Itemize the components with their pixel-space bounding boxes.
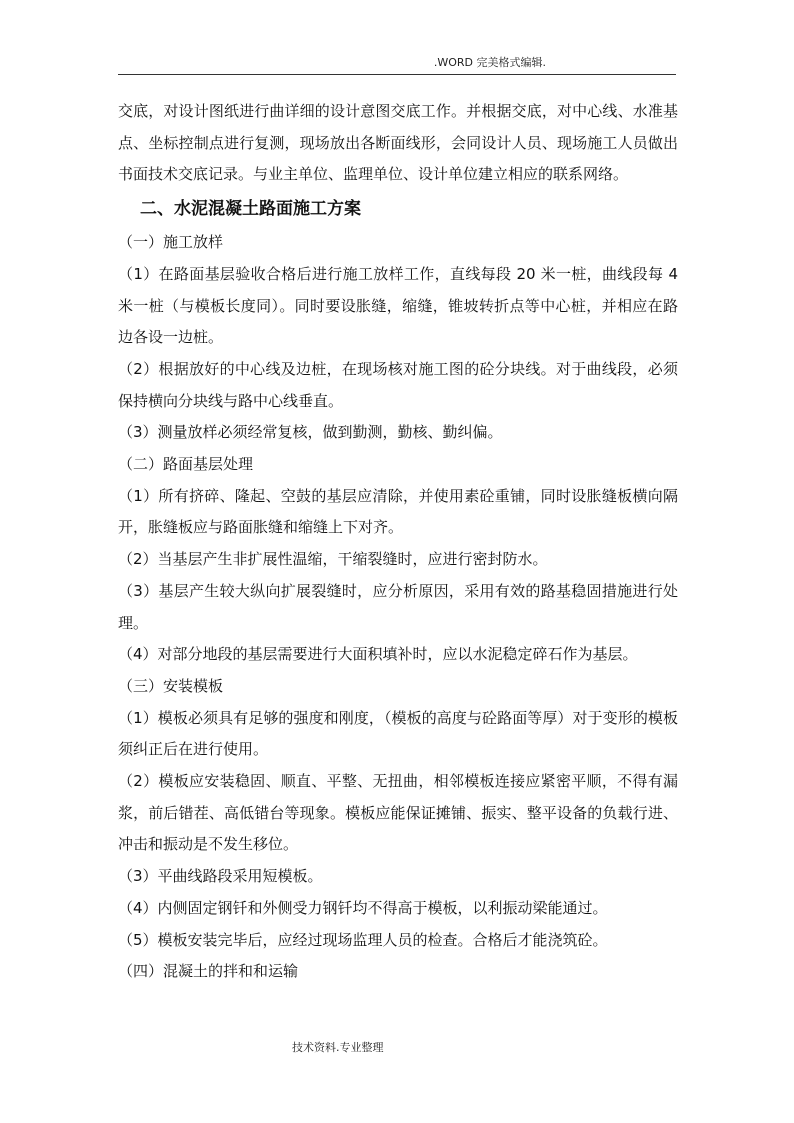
page-footer: 技术资料.专业整理 [292, 1041, 384, 1054]
document-body [118, 96, 678, 988]
section-heading: 二、水泥混凝土路面施工方案 [140, 199, 361, 220]
paragraph-1-2: （2）根据放好的中心线及边桩，在现场核对施工图的砼分块线。对于曲线段，必须保持横向分块线与路中心线垂直。 [118, 359, 678, 410]
subsection-title-3: （三）安装模板 [118, 676, 224, 695]
intro-paragraph: 交底，对设计图纸进行曲详细的设计意图交底工作。并根据交底，对中心线、水准基点、坐标控制点进行复测，现场放出各断面线形，会同设计人员、现场施工人员做出书面技术交底记录。与业主单位、监理单位、设计单位建立相应的联系网络。 [118, 102, 678, 184]
paragraph-1-1: （1）在路面基层验收合格后进行施工放样工作，直线每段 20 米一桩，曲线段每 4 米一桩（与模板长度同）。同时要设胀缝，缩缝，锥坡转折点等中心桩，并相应在路边各设一边桩。 [118, 264, 678, 347]
page-header [118, 56, 676, 75]
subsection-title-4: （四）混凝土的拌和和运输 [118, 962, 299, 981]
paragraph-3-5: （5）模板安装完毕后，应经过现场监理人员的检查。合格后才能浇筑砼。 [118, 930, 608, 949]
paragraph-3-2: （2）模板应安装稳固、顺直、平整、无扭曲，相邻模板连接应紧密平顺，不得有漏浆，前后错茬、高低错台等现象。模板应能保证摊铺、振实、整平设备的负载行进、冲击和振动是不发生移位。 [118, 772, 678, 854]
paragraph-2-3: （3）基层产生较大纵向扩展裂缝时，应分析原因，采用有效的路基稳固措施进行处理。 [118, 581, 678, 632]
paragraph-2-1: （1）所有挤碎、隆起、空鼓的基层应清除，并使用素砼重铺，同时设胀缝板横向隔开，胀缝板应与路面胀缝和缩缝上下对齐。 [118, 486, 678, 537]
paragraph-1-3: （3）测量放样必须经常复核，做到勤测，勤核、勤纠偏。 [118, 423, 503, 442]
paragraph-2-4: （4）对部分地段的基层需要进行大面积填补时，应以水泥稳定碎石作为基层。 [118, 645, 638, 664]
header-text: .WORD 完美格式编辑. [433, 56, 546, 69]
paragraph-3-1: （1）模板必须具有足够的强度和刚度，（模板的高度与砼路面等厚）对于变形的模板须纠正后在进行使用。 [118, 708, 678, 759]
subsection-title-1: （一）施工放样 [118, 233, 224, 252]
paragraph-2-2: （2）当基层产生非扩展性温缩，干缩裂缝时，应进行密封防水。 [118, 550, 548, 569]
subsection-title-2: （二）路面基层处理 [118, 455, 254, 474]
paragraph-3-4: （4）内侧固定钢钎和外侧受力钢钎均不得高于模板，以利振动梁能通过。 [118, 898, 608, 917]
paragraph-3-3: （3）平曲线路段采用短模板。 [118, 867, 323, 886]
